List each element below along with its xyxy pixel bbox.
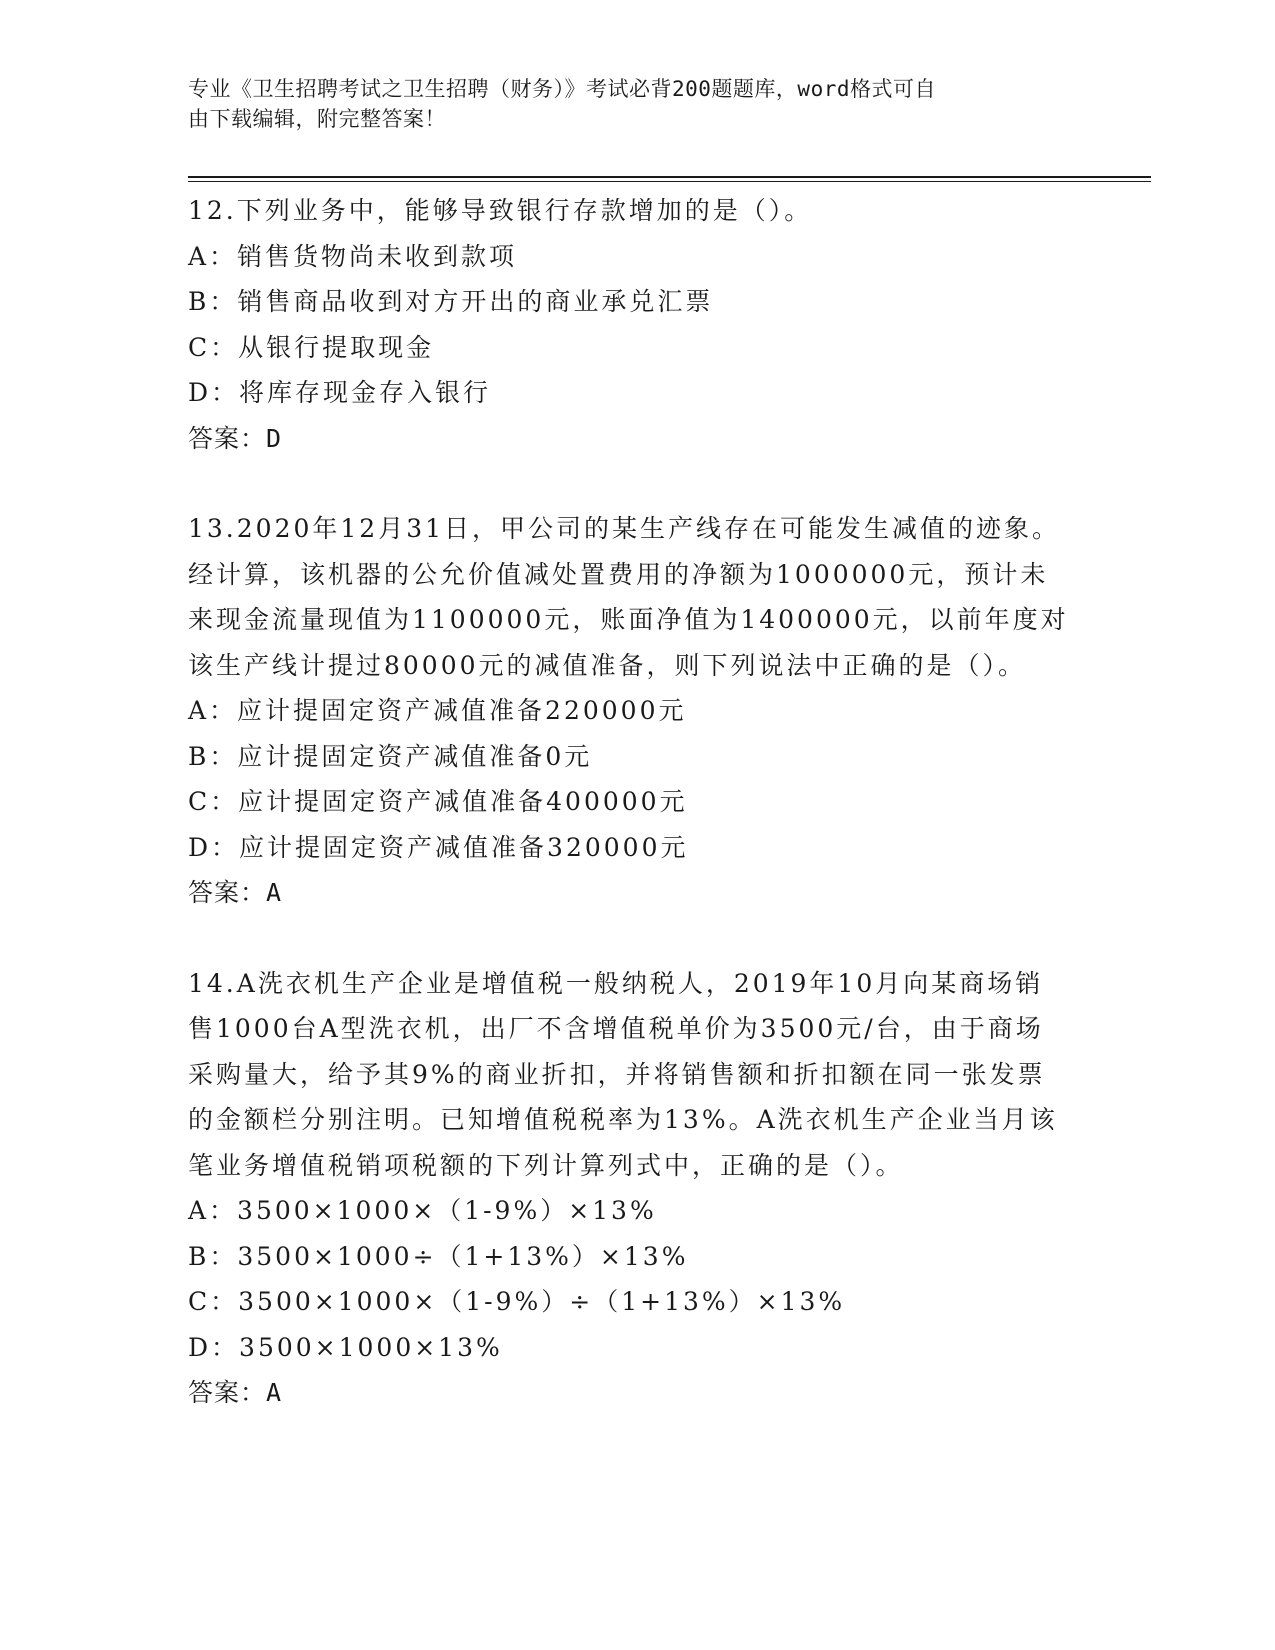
question-stem — [188, 188, 1088, 234]
header-line-2: 由下载编辑，附完整答案！ — [188, 107, 446, 131]
option-a: A：销售货物尚未收到款项 — [188, 241, 518, 271]
header-divider-thick — [188, 176, 1151, 178]
question-stem-line: 14.A洗衣机生产企业是增值税一般纳税人，2019年10月向某商场销 — [188, 968, 1044, 998]
question-stem-line: 售1000台A型洗衣机，出厂不含增值税单价为3500元/台，由于商场 — [188, 1014, 1044, 1043]
option-d: D：3500×1000×13% — [188, 1332, 503, 1362]
option-b: B：销售商品收到对方开出的商业承兑汇票 — [188, 287, 714, 316]
question-stem-line: 该生产线计提过80000元的减值准备，则下列说法中正确的是（）。 — [188, 650, 1027, 680]
question-12 — [188, 188, 1088, 461]
option-a: A：应计提固定资产减值准备220000元 — [188, 696, 687, 725]
header-line-1: 专业《卫生招聘考试之卫生招聘（财务）》考试必背200题题库，word格式可自 — [188, 77, 936, 101]
option-d: D：应计提固定资产减值准备320000元 — [188, 832, 689, 862]
answer-line: 答案：A — [188, 1378, 283, 1407]
question-stem-line: 来现金流量现值为1100000元，账面净值为1400000元，以前年度对 — [188, 605, 1069, 634]
answer-line: 答案：A — [188, 878, 283, 907]
option-a: A：3500×1000×（1-9%）×13% — [188, 1196, 657, 1225]
question-stem-line: 笔业务增值税销项税额的下列计算列式中，正确的是（）。 — [188, 1150, 904, 1180]
question-stem-line: 12.下列业务中，能够导致银行存款增加的是（）。 — [188, 196, 813, 225]
option-b: B：应计提固定资产减值准备0元 — [188, 741, 593, 771]
question-13 — [188, 506, 1088, 916]
option-b: B：3500×1000÷（1+13%）×13% — [188, 1241, 689, 1271]
header-divider-thin — [188, 181, 1151, 182]
question-stem-line: 采购量大，给予其9%的商业折扣，并将销售额和折扣额在同一张发票 — [188, 1059, 1046, 1089]
question-stem — [188, 961, 1088, 1189]
option-c: C：3500×1000×（1-9%）÷（1+13%）×13% — [188, 1287, 846, 1316]
question-stem — [188, 506, 1088, 688]
question-list — [188, 188, 1088, 1416]
question-14 — [188, 961, 1088, 1416]
question-stem-line: 的金额栏分别注明。已知增值税税率为13%。A洗衣机生产企业当月该 — [188, 1105, 1058, 1134]
question-stem-line: 经计算，该机器的公允价值减处置费用的净额为1000000元，预计未 — [188, 559, 1049, 589]
question-stem-line: 13.2020年12月31日，甲公司的某生产线存在可能发生减值的迹象。 — [188, 514, 1061, 543]
option-c: C：从银行提取现金 — [188, 332, 435, 362]
option-c: C：应计提固定资产减值准备400000元 — [188, 787, 688, 816]
answer-line: 答案：D — [188, 423, 283, 453]
document-header — [188, 74, 1068, 134]
option-d: D：将库存现金存入银行 — [188, 378, 492, 407]
